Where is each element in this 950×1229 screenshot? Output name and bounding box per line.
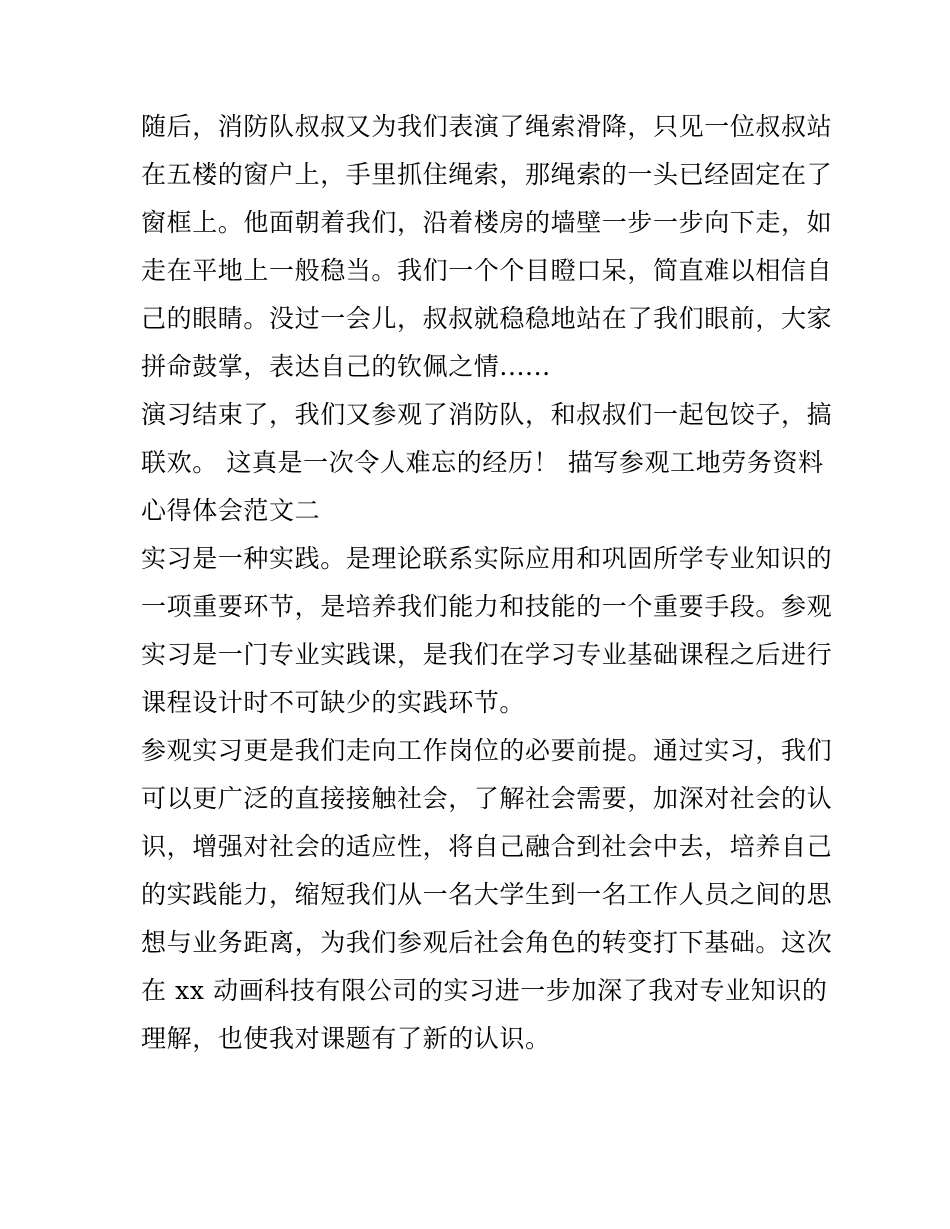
text-line: 课程设计时不可缺少的实践环节。 — [141, 688, 526, 717]
section-heading-line: 心得体会范文二 — [141, 496, 321, 525]
text-line: 在五楼的窗户上，手里抓住绳索，那绳索的一头已经固定在了 — [141, 160, 833, 189]
text-line: 走在平地上一般稳当。我们一个个目瞪口呆，简直难以相信自 — [141, 256, 833, 285]
text-line: 联欢。 这真是一次令人难忘的经历！ 描写参观工地劳务资料 — [141, 448, 824, 477]
text-line: 在 xx 动画科技有限公司的实习进一步加深了我对专业知识的 — [141, 976, 828, 1005]
document-body — [141, 103, 833, 1063]
text-line: 己的眼睛。没过一会儿，叔叔就稳稳地站在了我们眼前，大家 — [141, 304, 833, 333]
text-line: 拼命鼓掌，表达自己的钦佩之情...... — [141, 352, 551, 381]
text-line: 识，增强对社会的适应性，将自己融合到社会中去，培养自己 — [141, 832, 833, 861]
text-line: 想与业务距离，为我们参观后社会角色的转变打下基础。这次 — [141, 928, 833, 957]
text-line: 参观实习更是我们走向工作岗位的必要前提。通过实习，我们 — [141, 736, 833, 765]
text-line: 实习是一门专业实践课，是我们在学习专业基础课程之后进行 — [141, 640, 833, 669]
text-line: 演习结束了，我们又参观了消防队，和叔叔们一起包饺子，搞 — [141, 400, 833, 429]
text-line: 可以更广泛的直接接触社会，了解社会需要，加深对社会的认 — [141, 784, 833, 813]
text-line: 实习是一种实践。是理论联系实际应用和巩固所学专业知识的 — [141, 544, 833, 573]
text-line: 窗框上。他面朝着我们，沿着楼房的墙壁一步一步向下走，如 — [141, 208, 833, 237]
text-line: 的实践能力，缩短我们从一名大学生到一名工作人员之间的思 — [141, 880, 833, 909]
text-line: 理解，也使我对课题有了新的认识。 — [141, 1024, 551, 1053]
text-line: 随后，消防队叔叔又为我们表演了绳索滑降，只见一位叔叔站 — [141, 112, 833, 141]
text-line: 一项重要环节，是培养我们能力和技能的一个重要手段。参观 — [141, 592, 833, 621]
